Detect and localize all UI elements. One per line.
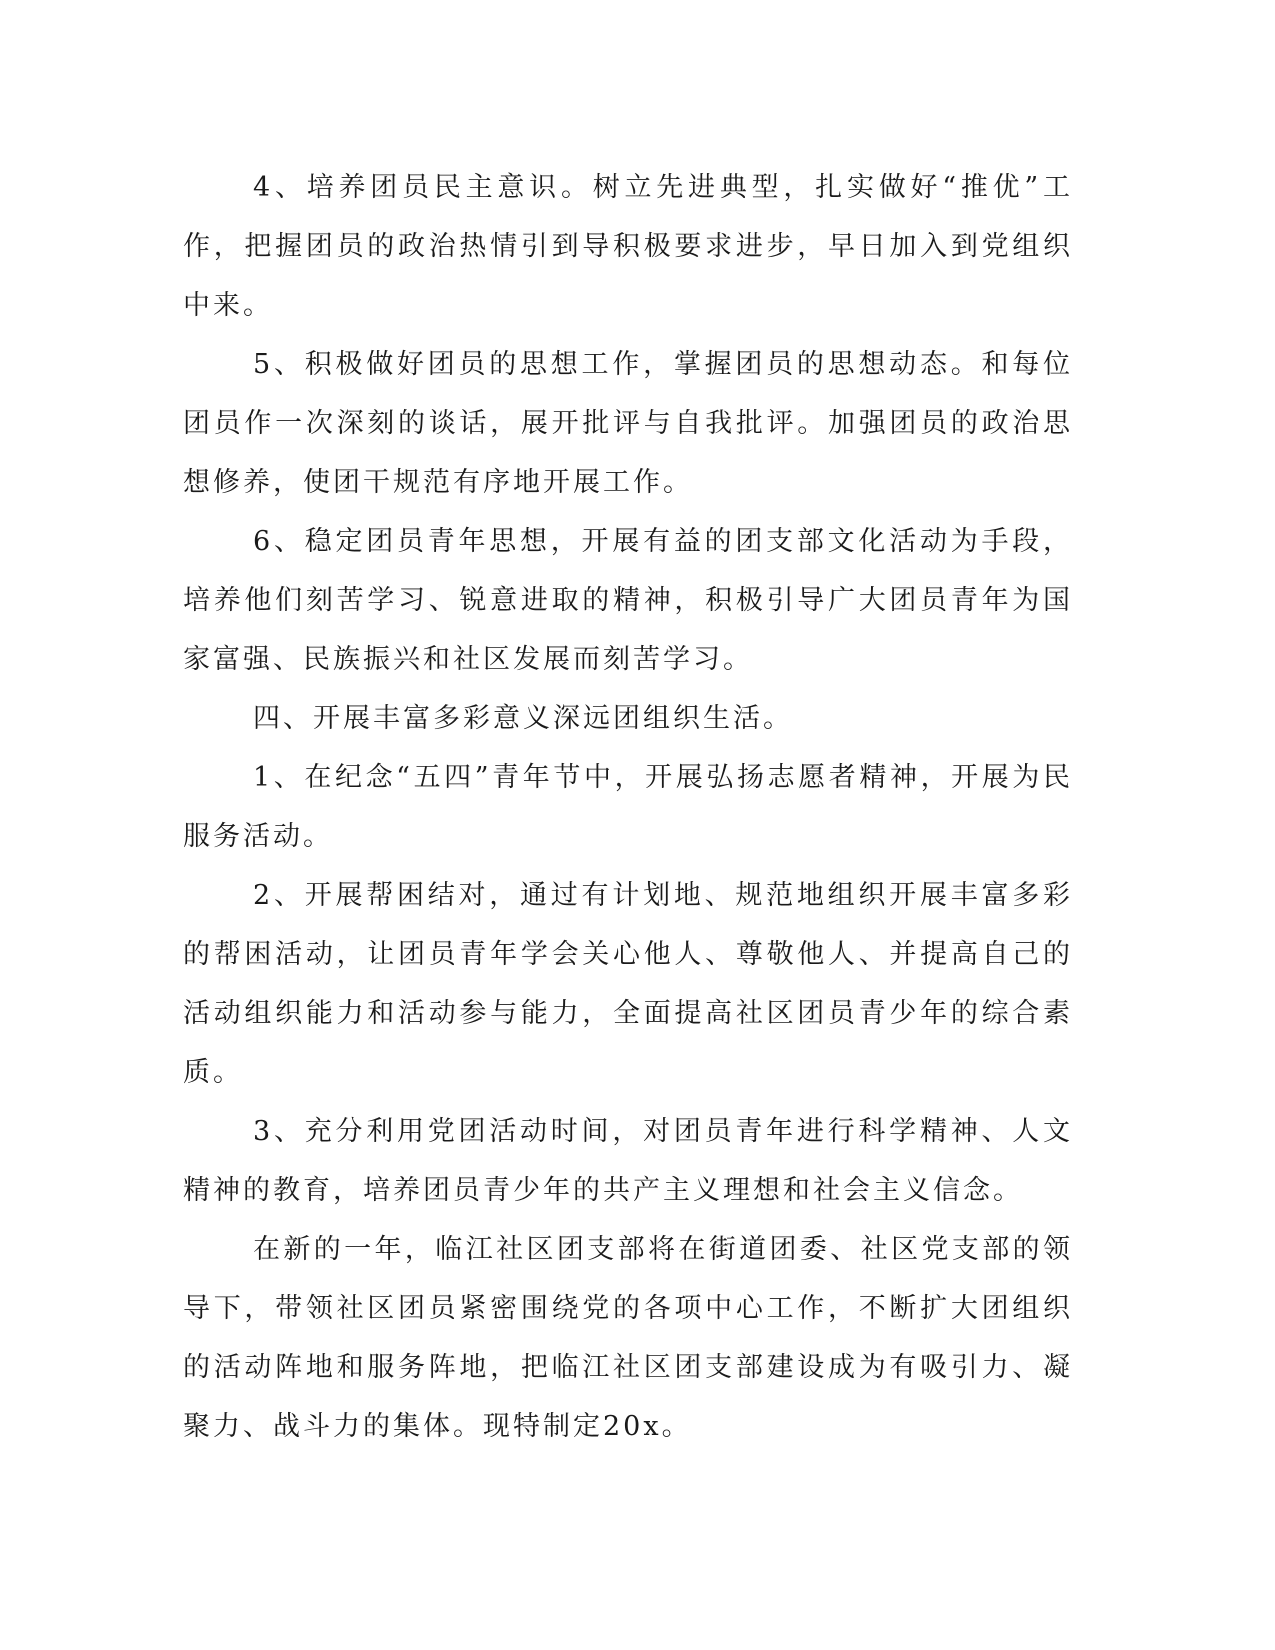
paragraph-item-4: 4、培养团员民主意识。树立先进典型，扎实做好“推优”工作，把握团员的政治热情引到导积极要求进步，早日加入到党组织中来。 xyxy=(183,172,1073,321)
paragraph-item-2: 2、开展帮困结对，通过有计划地、规范地组织开展丰富多彩的帮困活动，让团员青年学会关心他人、尊敬他人、并提高自己的活动组织能力和活动参与能力，全面提高社区团员青少年的综合素质。 xyxy=(183,880,1073,1088)
paragraph-item-3: 3、充分利用党团活动时间，对团员青年进行科学精神、人文精神的教育，培养团员青少年的共产主义理想和社会主义信念。 xyxy=(183,1116,1073,1206)
paragraph-item-1: 1、在纪念“五四”青年节中，开展弘扬志愿者精神，开展为民服务活动。 xyxy=(183,762,1073,852)
section-heading-four: 四、开展丰富多彩意义深远团组织生活。 xyxy=(253,703,793,734)
paragraph-item-5: 5、积极做好团员的思想工作，掌握团员的思想动态。和每位团员作一次深刻的谈话，展开批评与自我批评。加强团员的政治思想修养，使团干规范有序地开展工作。 xyxy=(183,349,1073,498)
paragraph-item-6: 6、稳定团员青年思想，开展有益的团支部文化活动为手段，培养他们刻苦学习、锐意进取的精神，积极引导广大团员青年为国家富强、民族振兴和社区发展而刻苦学习。 xyxy=(183,526,1073,675)
document-body xyxy=(183,158,1073,1456)
closing-paragraph: 在新的一年，临江社区团支部将在街道团委、社区党支部的领导下，带领社区团员紧密围绕党的各项中心工作，不断扩大团组织的活动阵地和服务阵地，把临江社区团支部建设成为有吸引力、凝聚力、战斗力的集体。现特制定20x。 xyxy=(183,1234,1073,1442)
